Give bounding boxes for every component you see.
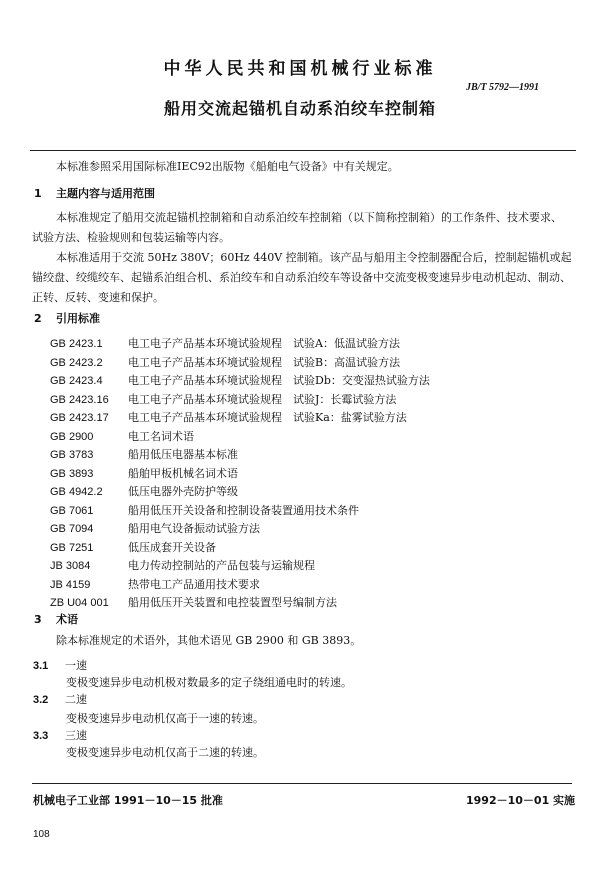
term-name: 三速: [65, 729, 87, 742]
reference-name: 电力传动控制站的产品包装与运输规程: [128, 559, 315, 572]
reference-row: [50, 409, 570, 428]
section-1-paragraph-1: 本标准规定了船用交流起锚机控制箱和自动系泊绞车控制箱（以下简称控制箱）的工作条件、技术要求、试验方法、检验规则和包装运输等内容。: [32, 211, 562, 244]
reference-row: [50, 520, 570, 539]
reference-row: [50, 354, 570, 373]
term-number: 3.1: [33, 660, 49, 672]
reference-code: GB 2423.17: [50, 412, 109, 424]
term-3-2-definition: 变极变速异步电动机仅高于一速的转速。: [66, 712, 264, 725]
reference-code: GB 2423.16: [50, 393, 109, 406]
reference-row: [50, 483, 570, 502]
reference-name: 船用低压开关装置和电控装置型号编制方法: [128, 596, 337, 609]
reference-name: 电工电子产品基本环境试验规程 试验J：长霉试验方法: [128, 392, 397, 406]
reference-name: 低压电器外壳防护等级: [128, 485, 238, 498]
term-number: 3.3: [33, 730, 49, 742]
reference-name: 电工名词术语: [128, 429, 194, 443]
reference-name: 热带电工产品通用技术要求: [128, 577, 260, 591]
reference-row: [50, 372, 570, 391]
intro-paragraph: 本标准参照采用国际标准IEC92出版物《船舶电气设备》中有关规定。: [56, 160, 399, 173]
reference-row: [50, 391, 570, 410]
reference-code: GB 2423.1: [50, 338, 103, 350]
section-1-paragraph-2: 本标准适用于交流 50Hz 380V；60Hz 440V 控制箱。该产品与船用主令控制器配合后，控制起锚机或起锚绞盘、绞缆绞车、起锚系泊组合机、系泊绞车和自动系泊绞车等设备中交流变极变速异步电动机起动、制动、正转、反转、变速和保护。: [32, 251, 572, 304]
reference-row: [50, 446, 570, 465]
reference-name: 低压成套开关设备: [128, 540, 216, 554]
term-3-3-heading: [33, 727, 87, 743]
reference-name: 电工电子产品基本环境试验规程 试验Ka：盐雾试验方法: [128, 411, 407, 424]
reference-name: 电工电子产品基本环境试验规程 试验Db：交变湿热试验方法: [128, 374, 430, 387]
section-1-number: 1: [34, 187, 42, 200]
reference-code: GB 2423.4: [50, 375, 103, 387]
reference-row: [50, 594, 570, 613]
reference-row: [50, 539, 570, 558]
reference-code: GB 2423.2: [50, 356, 103, 369]
reference-row: [50, 576, 570, 595]
reference-code: GB 3893: [50, 467, 94, 480]
term-name: 一速: [65, 659, 87, 672]
term-3-3-definition: 变极变速异步电动机仅高于二速的转速。: [66, 746, 264, 759]
reference-name: 电工电子产品基本环境试验规程 试验A：低温试验方法: [128, 337, 400, 350]
section-3-heading: [34, 611, 78, 627]
term-number: 3.2: [33, 694, 49, 706]
term-name: 二速: [65, 693, 87, 706]
effective-date: 1992－10－01 实施: [466, 794, 576, 807]
reference-code: ZB U04 001: [50, 597, 109, 609]
section-3-title: 术语: [56, 613, 78, 626]
page-number: 108: [33, 829, 50, 840]
reference-code: GB 2900: [50, 430, 94, 443]
term-3-1-heading: [33, 657, 87, 673]
reference-code: GB 7061: [50, 504, 94, 517]
section-3-intro: 除本标准规定的术语外，其他术语见 GB 2900 和 GB 3893。: [56, 634, 362, 647]
reference-name: 船用低压电器基本标准: [128, 448, 238, 461]
section-2-number: 2: [34, 312, 42, 325]
standard-type-heading: 中华人民共和国机械行业标准: [163, 59, 437, 79]
section-1-heading: [34, 185, 155, 201]
footer-divider: [32, 783, 572, 784]
section-1-title: 主题内容与适用范围: [56, 187, 155, 200]
reference-name: 船用电气设备振动试验方法: [128, 522, 260, 535]
reference-name: 船用低压开关设备和控制设备装置通用技术条件: [128, 503, 359, 517]
approval-date: 机械电子工业部 1991－10－15 批准: [33, 794, 223, 807]
reference-row: [50, 335, 570, 354]
document-title: 船用交流起锚机自动系泊绞车控制箱: [163, 99, 436, 118]
reference-code: GB 4942.2: [50, 486, 103, 498]
reference-name: 电工电子产品基本环境试验规程 试验B：高温试验方法: [128, 355, 401, 369]
reference-code: JB 3084: [50, 560, 91, 572]
reference-code: JB 4159: [50, 578, 91, 591]
section-2-title: 引用标准: [56, 312, 100, 325]
reference-code: GB 3783: [50, 449, 94, 461]
standard-code: JB/T 5792—1991: [466, 82, 540, 93]
reference-name: 船舶甲板机械名词术语: [128, 466, 238, 480]
reference-row: [50, 465, 570, 484]
reference-row: [50, 502, 570, 521]
section-2-heading: [34, 310, 100, 326]
reference-list: [50, 335, 570, 613]
reference-row: [50, 557, 570, 576]
term-3-2-heading: [33, 691, 87, 707]
section-3-number: 3: [34, 613, 42, 626]
reference-code: GB 7251: [50, 541, 94, 554]
header-divider: [30, 150, 576, 151]
term-3-1-definition: 变极变速异步电动机极对数最多的定子绕组通电时的转速。: [66, 676, 352, 689]
reference-code: GB 7094: [50, 523, 94, 535]
reference-row: [50, 428, 570, 447]
